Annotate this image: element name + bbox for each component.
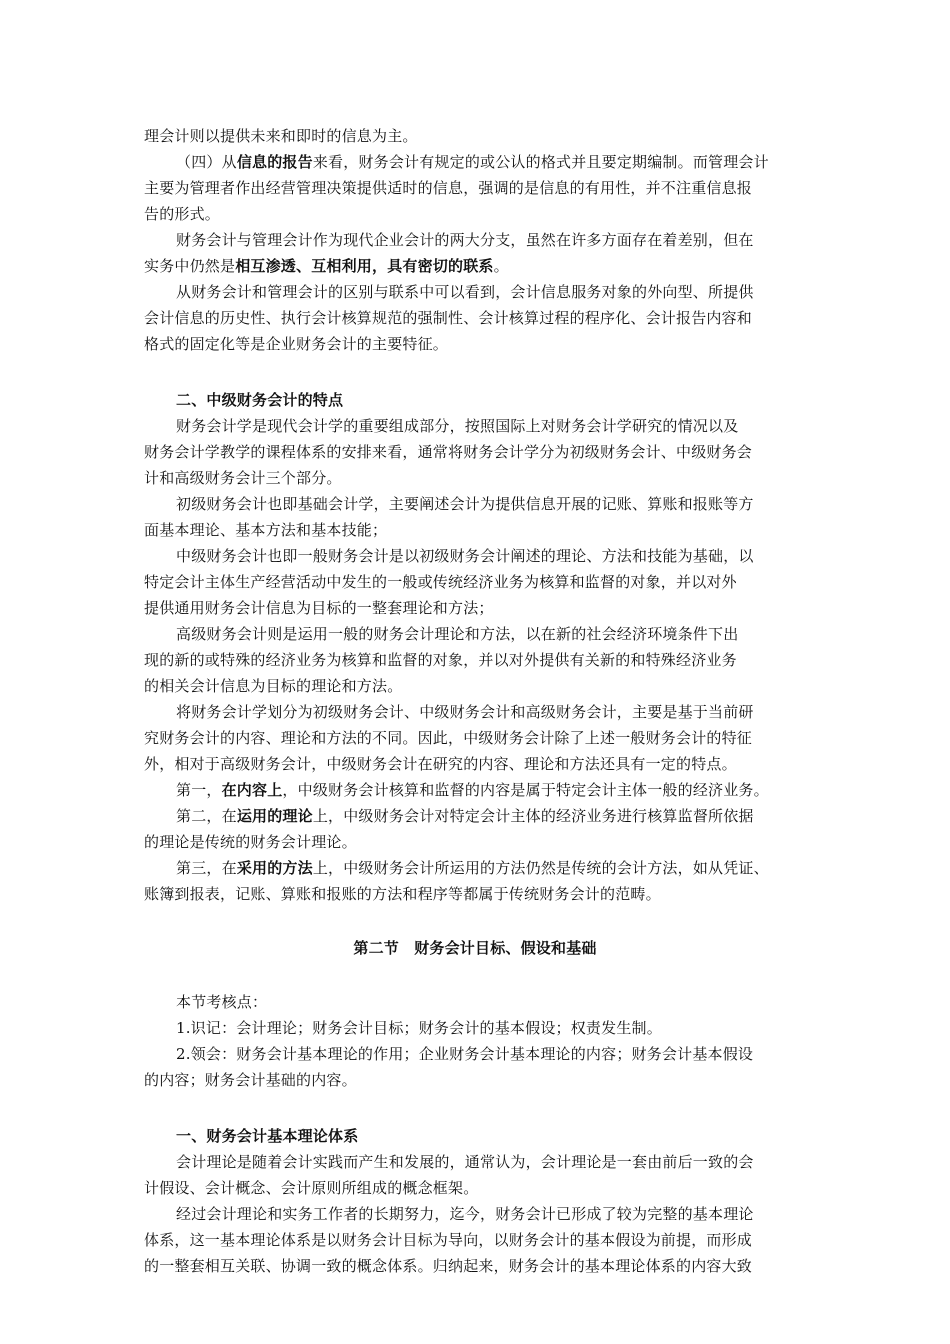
text-line: 会计理论是随着会计实践而产生和发展的，通常认为，会计理论是一套由前后一致的会 bbox=[176, 1153, 754, 1171]
text-line bbox=[176, 151, 816, 173]
text-span: 来看，财务会计有规定的或公认的格式并且要定期编制。而管理会计 bbox=[312, 153, 769, 171]
text-line: 的相关会计信息为目标的理论和方法。 bbox=[144, 677, 403, 695]
text-span: 上，中级财务会计对特定会计主体的经济业务进行核算监督所依据 bbox=[312, 807, 754, 825]
text-line: 账簿到报表，记账、算账和报账的方法和程序等都属于传统财务会计的范畴。 bbox=[144, 885, 661, 903]
text-line: 格式的固定化等是企业财务会计的主要特征。 bbox=[144, 335, 449, 353]
text-line bbox=[144, 255, 814, 277]
text-line: 高级财务会计则是运用一般的财务会计理论和方法，以在新的社会经济环境条件下出 bbox=[176, 625, 739, 643]
text-line: 外，相对于高级财务会计，中级财务会计在研究的内容、理论和方法还具有一定的特点。 bbox=[144, 755, 737, 773]
text-line bbox=[176, 857, 816, 879]
bold-phrase: 采用的方法 bbox=[236, 859, 313, 877]
text-span: 。 bbox=[493, 257, 509, 275]
text-line: 将财务会计学划分为初级财务会计、中级财务会计和高级财务会计，主要是基于当前研 bbox=[176, 703, 754, 721]
text-line: 从财务会计和管理会计的区别与联系中可以看到，会计信息服务对象的外向型、所提供 bbox=[176, 283, 754, 301]
text-span: 第一， bbox=[176, 781, 222, 799]
section-title: 第二节 财务会计目标、假设和基础 bbox=[353, 939, 597, 957]
text-line: 现的新的或特殊的经济业务为核算和监督的对象，并以对外提供有关新的和特殊经济业务 bbox=[144, 651, 737, 669]
text-line: 经过会计理论和实务工作者的长期努力，迄今，财务会计已形成了较为完整的基本理论 bbox=[176, 1205, 754, 1223]
text-line: 财务会计学是现代会计学的重要组成部分，按照国际上对财务会计学研究的情况以及 bbox=[176, 417, 739, 435]
text-line: 会计信息的历史性、执行会计核算规范的强制性、会计核算过程的程序化、会计报告内容和 bbox=[144, 309, 753, 327]
text-line: 的内容；财务会计基础的内容。 bbox=[144, 1071, 357, 1089]
text-line: 本节考核点： bbox=[176, 993, 268, 1011]
section-heading: 二、中级财务会计的特点 bbox=[176, 391, 344, 409]
bold-phrase: 运用的理论 bbox=[236, 807, 313, 825]
text-line: 的理论是传统的财务会计理论。 bbox=[144, 833, 357, 851]
bold-phrase: 信息的报告 bbox=[236, 153, 313, 171]
bold-phrase: 相互渗透、互相利用，具有密切的联系 bbox=[235, 257, 494, 275]
text-line bbox=[176, 779, 816, 801]
text-span: 第二，在 bbox=[176, 807, 237, 825]
text-span: 上，中级财务会计所运用的方法仍然是传统的会计方法，如从凭证、 bbox=[312, 859, 769, 877]
text-line: 究财务会计的内容、理论和方法的不同。因此，中级财务会计除了上述一般财务会计的特征 bbox=[144, 729, 753, 747]
text-line: 体系，这一基本理论体系是以财务会计目标为导向，以财务会计的基本假设为前提，而形成 bbox=[144, 1231, 753, 1249]
text-line: 计和高级财务会计三个部分。 bbox=[144, 469, 342, 487]
text-line: 的一整套相互关联、协调一致的概念体系。归纳起来，财务会计的基本理论体系的内容大致 bbox=[144, 1257, 753, 1275]
text-span: ，中级财务会计核算和监督的内容是属于特定会计主体一般的经济业务。 bbox=[282, 781, 769, 799]
text-line: 财务会计学教学的课程体系的安排来看，通常将财务会计学分为初级财务会计、中级财务会 bbox=[144, 443, 753, 461]
text-line bbox=[176, 805, 816, 827]
text-line: 中级财务会计也即一般财务会计是以初级财务会计阐述的理论、方法和技能为基础，以 bbox=[176, 547, 754, 565]
text-line: 初级财务会计也即基础会计学，主要阐述会计为提供信息开展的记账、算账和报账等方 bbox=[176, 495, 754, 513]
text-line: 特定会计主体生产经营活动中发生的一般或传统经济业务为核算和监督的对象，并以对外 bbox=[144, 573, 737, 591]
text-span: 第三，在 bbox=[176, 859, 237, 877]
text-line: 提供通用财务会计信息为目标的一整套理论和方法； bbox=[144, 599, 494, 617]
text-span: 实务中仍然是 bbox=[144, 257, 236, 275]
text-line: 告的形式。 bbox=[144, 205, 221, 223]
text-line: 计假设、会计概念、会计原则所组成的概念框架。 bbox=[144, 1179, 479, 1197]
bold-phrase: 在内容上 bbox=[221, 781, 283, 799]
text-line: 主要为管理者作出经营管理决策提供适时的信息，强调的是信息的有用性，并不注重信息报 bbox=[144, 179, 753, 197]
text-line: 财务会计与管理会计作为现代企业会计的两大分支，虽然在许多方面存在着差别，但在 bbox=[176, 231, 754, 249]
text-line: 1.识记：会计理论；财务会计目标；财务会计的基本假设；权责发生制。 bbox=[176, 1019, 662, 1037]
text-line: 理会计则以提供未来和即时的信息为主。 bbox=[144, 127, 418, 145]
text-line: 2.领会：财务会计基本理论的作用；企业财务会计基本理论的内容；财务会计基本假设 bbox=[176, 1045, 754, 1063]
text-line: 面基本理论、基本方法和基本技能； bbox=[144, 521, 388, 539]
text-span: （四）从 bbox=[176, 153, 237, 171]
section-heading: 一、财务会计基本理论体系 bbox=[176, 1127, 359, 1145]
